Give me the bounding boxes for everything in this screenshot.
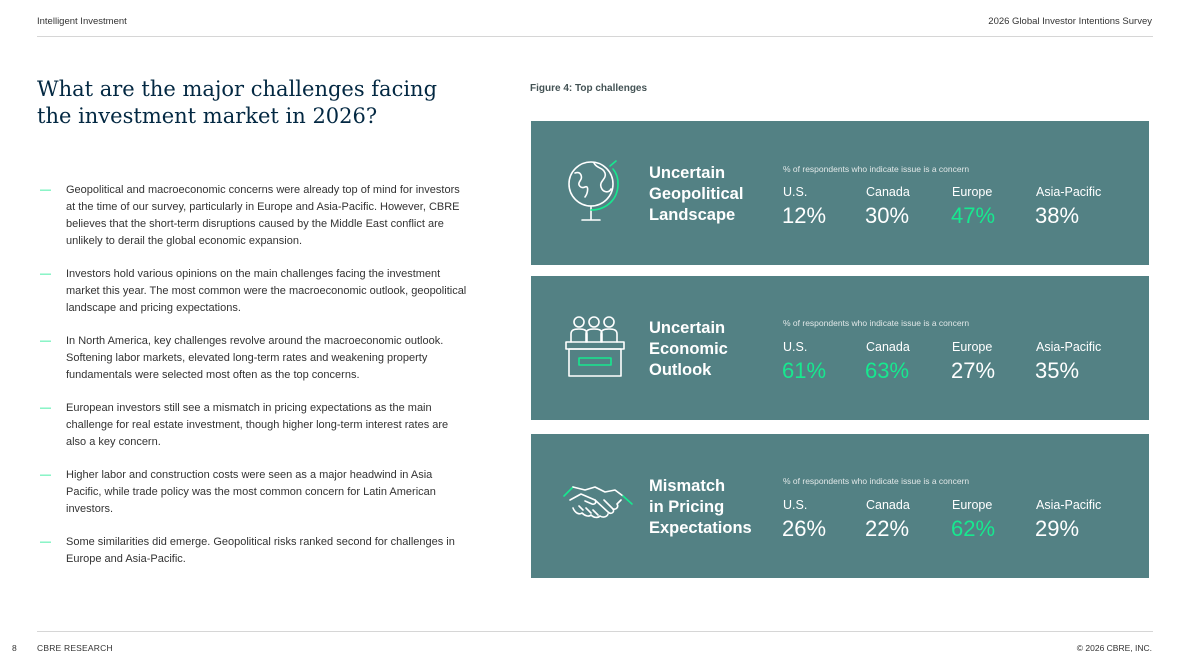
challenge-name-line: Outlook <box>649 361 712 379</box>
bullet-text: Investors hold various opinions on the main challenges facing the investment market this year. The most common were the macroeconomic outlook, geopolitical landscape and pricing expectations. <box>66 268 467 314</box>
bullet-dash: — <box>40 335 51 347</box>
region-label-canada: Canada <box>866 340 910 354</box>
respondents-caption: % of respondents who indicate issue is a concern <box>783 164 970 174</box>
header-divider <box>37 36 1153 37</box>
challenge-name-line: in Pricing <box>649 498 725 516</box>
value-us: 61% <box>782 358 827 383</box>
value-asia-pacific: 35% <box>1035 358 1080 383</box>
bullet-text: European investors still see a mismatch in pricing expectations as the main challenge for real estate investment, though higher long-term interest rates are also a key concern. <box>66 402 449 448</box>
bullet-text: Higher labor and construction costs were seen as a major headwind in Asia Pacific, while trade policy was the most common concern for Latin American investors. <box>66 469 436 515</box>
bullet-text: Some similarities did emerge. Geopolitical risks ranked second for challenges in Europe and Asia-Pacific. <box>66 536 455 565</box>
bullet-item <box>40 333 470 384</box>
page-title <box>37 76 477 130</box>
challenge-panel-geopolitical <box>531 121 1149 265</box>
region-label-asia-pacific: Asia-Pacific <box>1036 340 1102 354</box>
challenge-name-line: Economic <box>649 340 728 358</box>
value-us: 12% <box>782 203 827 228</box>
challenge-name-line: Expectations <box>649 519 752 537</box>
bullet-item <box>40 534 470 568</box>
region-label-canada: Canada <box>866 498 910 512</box>
bullet-item <box>40 182 470 250</box>
region-label-us: U.S. <box>783 340 808 354</box>
bullet-dash: — <box>40 184 51 196</box>
globe-icon <box>561 157 635 229</box>
page-title-line-2: the investment market in 2026? <box>37 104 378 128</box>
page-number: 8 <box>12 643 17 653</box>
challenge-name-line: Uncertain <box>649 319 726 337</box>
footer-divider <box>37 631 1153 632</box>
region-label-asia-pacific: Asia-Pacific <box>1036 498 1102 512</box>
footer-brand: CBRE RESEARCH <box>37 643 113 653</box>
region-label-asia-pacific: Asia-Pacific <box>1036 185 1102 199</box>
bullet-list <box>40 182 470 584</box>
respondents-caption: % of respondents who indicate issue is a concern <box>783 476 970 486</box>
value-asia-pacific: 29% <box>1035 516 1080 541</box>
challenge-name-line: Geopolitical <box>649 185 744 203</box>
challenge-name-line: Mismatch <box>649 477 726 495</box>
region-label-us: U.S. <box>783 498 808 512</box>
value-canada: 30% <box>865 203 910 228</box>
figure-title: Figure 4: Top challenges <box>530 83 648 94</box>
region-label-us: U.S. <box>783 185 808 199</box>
challenge-name <box>649 476 752 539</box>
bullet-text: In North America, key challenges revolve around the macroeconomic outlook. Softening labor markets, elevated long-term rates and weakening property fundamentals were selected most often as the top concerns. <box>66 335 444 381</box>
respondents-caption: % of respondents who indicate issue is a concern <box>783 318 970 328</box>
challenge-name-line: Landscape <box>649 206 736 224</box>
bullet-dash: — <box>40 402 51 414</box>
region-label-canada: Canada <box>866 185 910 199</box>
value-europe: 47% <box>951 203 996 228</box>
bullet-item <box>40 400 470 451</box>
bullet-item <box>40 266 470 317</box>
challenge-name <box>649 163 743 226</box>
region-label-europe: Europe <box>952 185 993 199</box>
header-survey-title: 2026 Global Investor Intentions Survey <box>988 16 1152 27</box>
panel-discussion-icon <box>561 312 635 384</box>
value-europe: 27% <box>951 358 996 383</box>
header-report-name: Intelligent Investment <box>37 16 127 27</box>
bullet-dash: — <box>40 268 51 280</box>
region-label-europe: Europe <box>952 340 993 354</box>
value-europe: 62% <box>951 516 996 541</box>
challenge-panel-economic <box>531 276 1149 420</box>
bullet-dash: — <box>40 536 51 548</box>
challenge-panel-pricing <box>531 434 1149 578</box>
page-title-line-1: What are the major challenges facing <box>37 77 438 101</box>
bullet-text: Geopolitical and macroeconomic concerns were already top of mind for investors at the time of our survey, particularly in Europe and Asia-Pacific. However, CBRE believes that the short-term disruptions caused by the Middle East conflict are unlikely to derail the global economic expansion. <box>66 184 460 247</box>
region-label-europe: Europe <box>952 498 993 512</box>
handshake-icon <box>561 470 635 542</box>
value-canada: 63% <box>865 358 910 383</box>
bullet-item <box>40 467 470 518</box>
value-canada: 22% <box>865 516 910 541</box>
challenge-name-line: Uncertain <box>649 164 726 182</box>
value-us: 26% <box>782 516 827 541</box>
footer-copyright: © 2026 CBRE, INC. <box>1076 643 1152 653</box>
challenge-name <box>649 318 728 381</box>
bullet-dash: — <box>40 469 51 481</box>
value-asia-pacific: 38% <box>1035 203 1080 228</box>
